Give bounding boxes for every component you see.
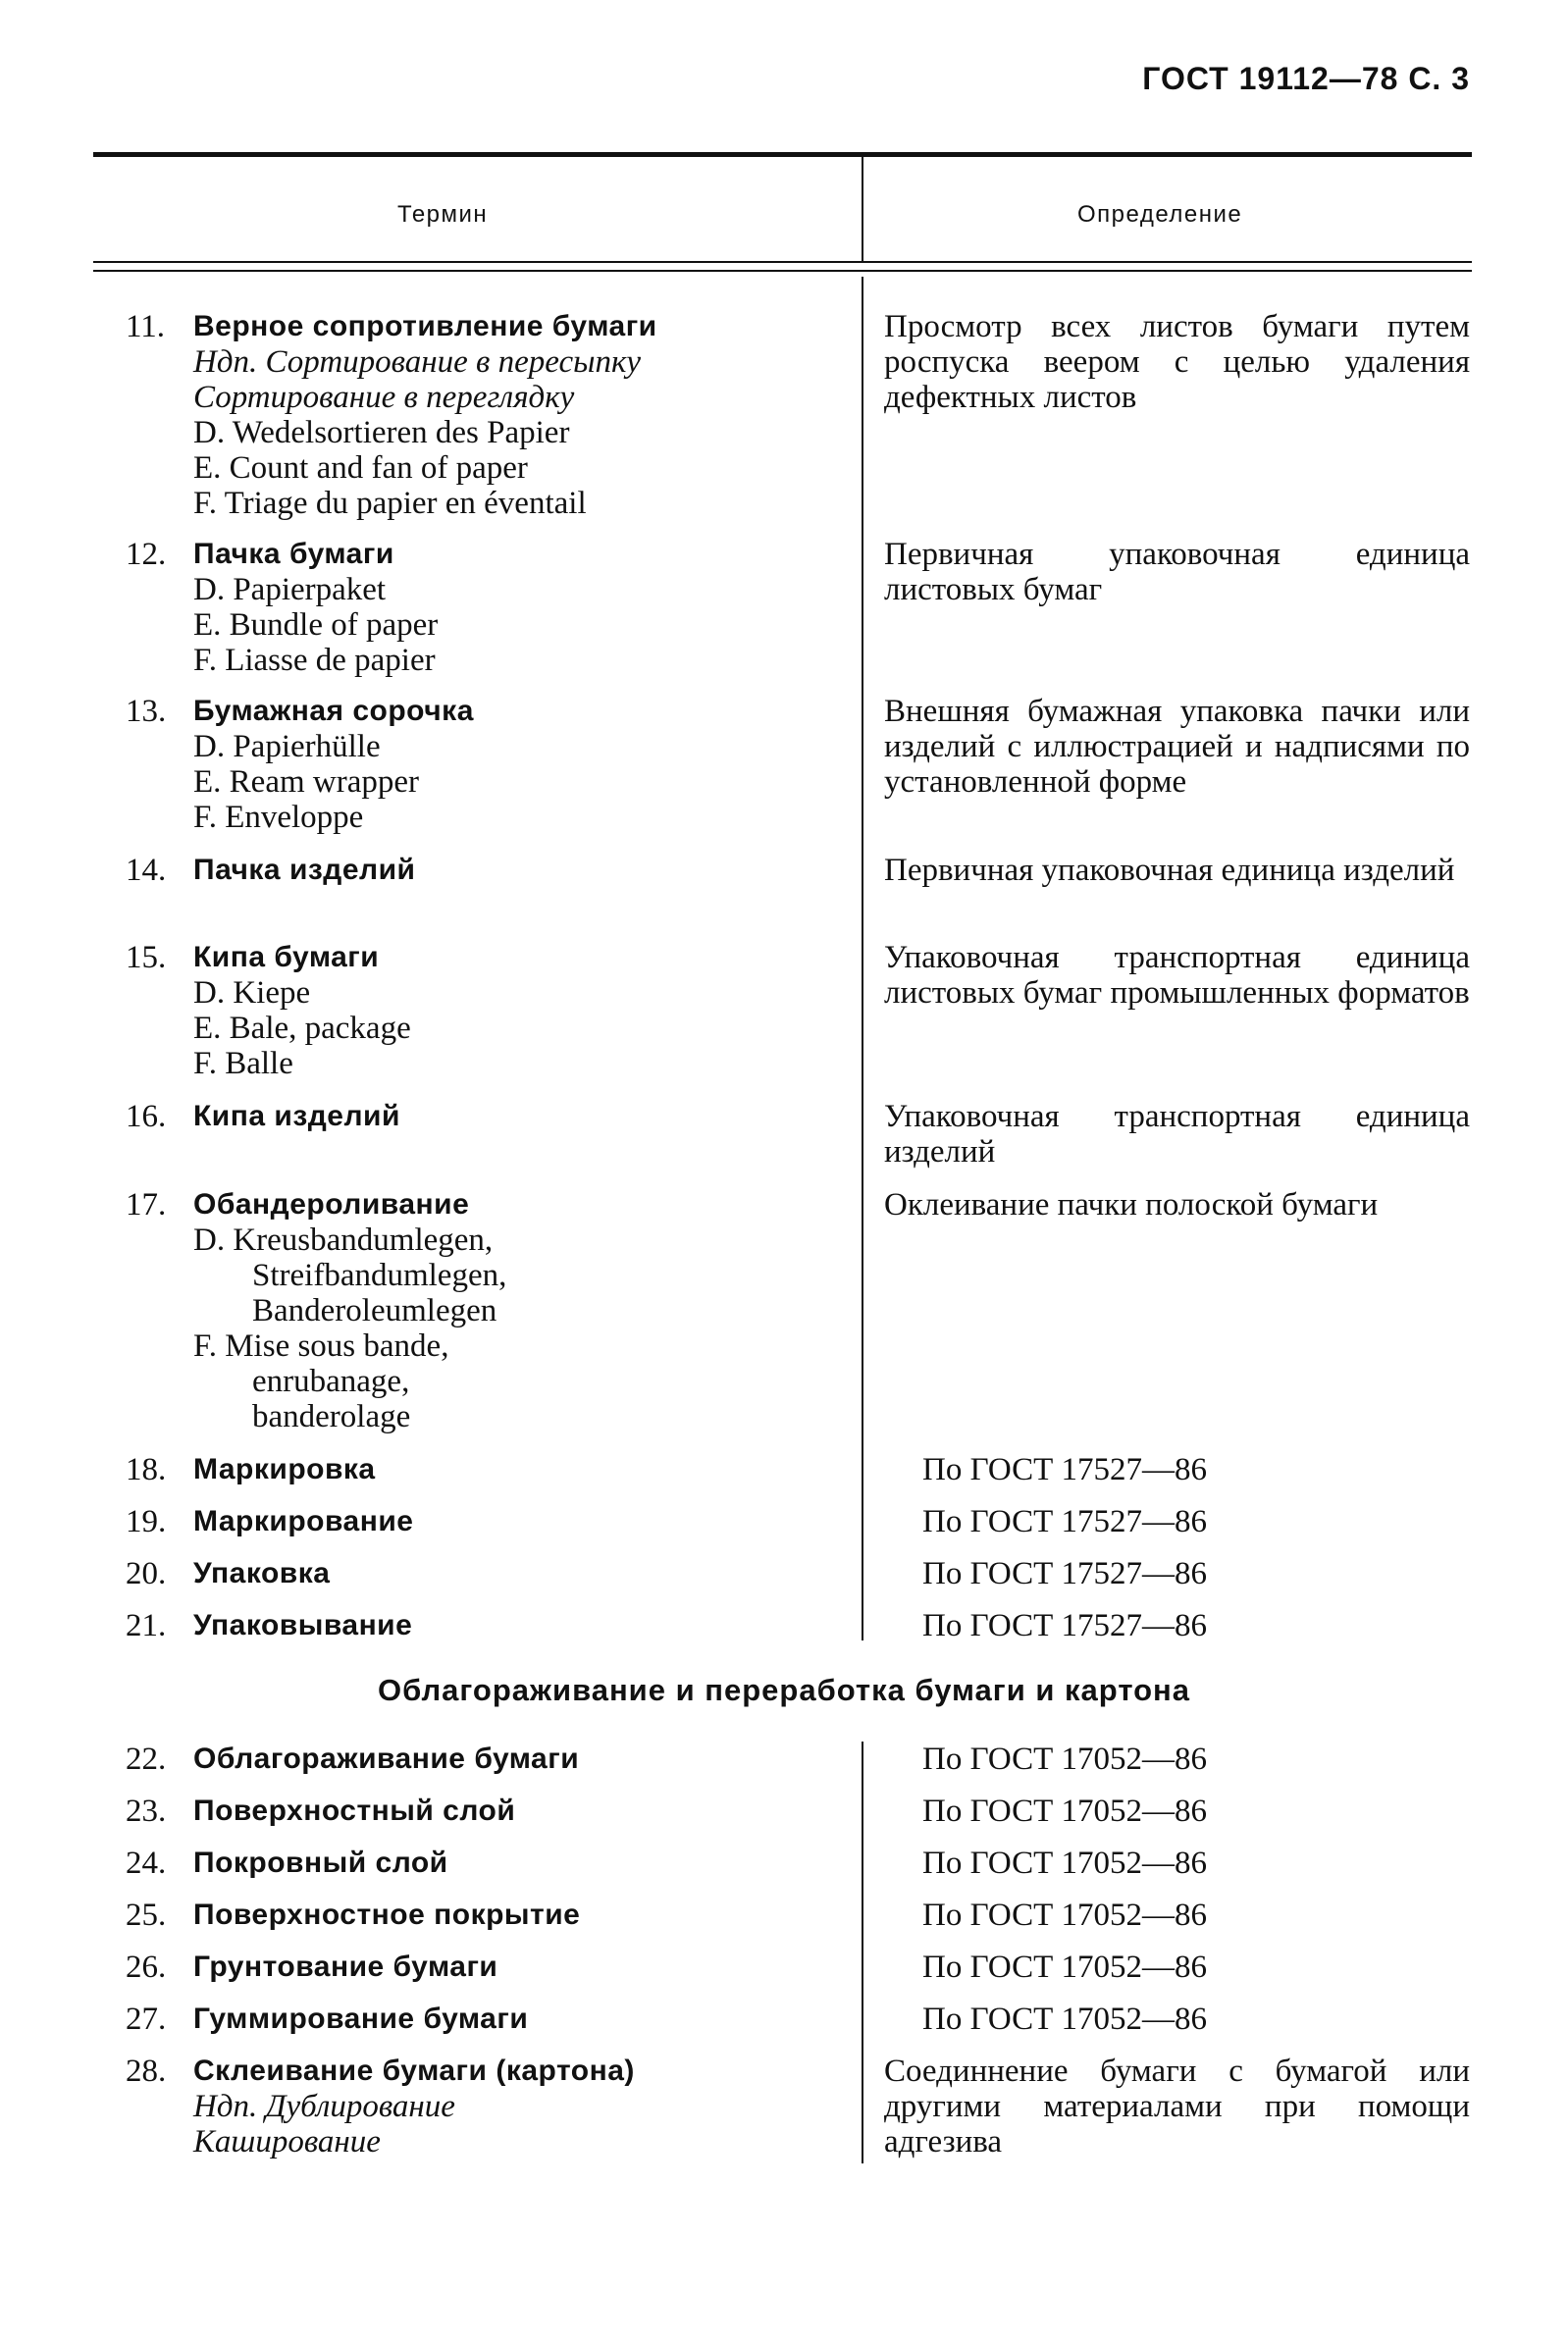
- synonym: Ндп. Дублирование: [193, 2089, 455, 2124]
- term-number: 26.: [126, 1950, 167, 1985]
- term-cell: [193, 309, 851, 521]
- term-cell: [193, 1504, 851, 1539]
- translation: D. Papierhülle: [193, 729, 381, 764]
- term-number: 28.: [126, 2054, 167, 2089]
- table-top-rule: [93, 152, 1472, 157]
- term-cell: [193, 1608, 851, 1643]
- term-number: 16.: [126, 1099, 167, 1134]
- term-title: Склеивание бумаги (картона): [193, 2055, 635, 2087]
- term-cell: [193, 1950, 851, 1985]
- definition-cell: По ГОСТ 17052—86: [922, 1898, 1207, 1933]
- definition-cell: По ГОСТ 17527—86: [922, 1608, 1207, 1643]
- term-cell: [193, 2054, 851, 2160]
- term-title: Грунтование бумаги: [193, 1951, 498, 1983]
- column-header-term: Термин: [397, 201, 489, 228]
- term-cell: [193, 1794, 851, 1829]
- term-title: Маркирование: [193, 1505, 414, 1537]
- definition-cell: Соединнение бумаги с бумагой или другими материалами при помощи адгезива: [884, 2054, 1470, 2160]
- term-title: Упаковка: [193, 1557, 331, 1589]
- term-title: Гуммирование бумаги: [193, 2003, 529, 2035]
- header-rule-1: [93, 261, 1472, 263]
- translation: F. Enveloppe: [193, 800, 364, 835]
- translation: F. Mise sous bande,: [193, 1328, 449, 1364]
- term-cell: [193, 1846, 851, 1881]
- term-number: 22.: [126, 1742, 167, 1777]
- term-title: Покровный слой: [193, 1847, 448, 1879]
- translation: D. Wedelsortieren des Papier: [193, 415, 570, 450]
- term-title: Пачка бумаги: [193, 538, 394, 570]
- definition-cell: По ГОСТ 17527—86: [922, 1556, 1207, 1591]
- translation: F. Triage du papier en éventail: [193, 486, 587, 521]
- term-number: 12.: [126, 537, 167, 572]
- term-title: Маркировка: [193, 1453, 376, 1485]
- term-cell: [193, 1898, 851, 1933]
- translation: D. Papierpaket: [193, 572, 387, 607]
- term-title: Поверхностный слой: [193, 1795, 516, 1827]
- translation: banderolage: [252, 1399, 411, 1434]
- translation: F. Liasse de papier: [193, 643, 436, 678]
- definition-cell: По ГОСТ 17527—86: [922, 1504, 1207, 1539]
- definition-cell: Внешняя бумажная упаковка пачки или изделий с иллюстрацией и надписями по установленной форме: [884, 694, 1470, 800]
- translation: E. Bundle of paper: [193, 607, 439, 643]
- term-title: Кипа бумаги: [193, 941, 380, 973]
- column-divider-1: [862, 277, 863, 1640]
- term-number: 20.: [126, 1556, 167, 1591]
- term-number: 25.: [126, 1898, 167, 1933]
- page-header: ГОСТ 19112—78 С. 3: [1142, 61, 1470, 96]
- term-title: Бумажная сорочка: [193, 695, 474, 727]
- term-number: 13.: [126, 694, 167, 729]
- term-cell: [193, 1099, 851, 1134]
- translation: enrubanage,: [252, 1364, 410, 1399]
- term-cell: [193, 1452, 851, 1487]
- translation: D. Kiepe: [193, 975, 311, 1011]
- definition-cell: По ГОСТ 17527—86: [922, 1452, 1207, 1487]
- term-cell: [193, 537, 851, 678]
- term-number: 19.: [126, 1504, 167, 1539]
- synonym: Ндп. Сортирование в пересыпку: [193, 344, 642, 380]
- term-title: Упаковывание: [193, 1609, 413, 1641]
- term-title: Кипа изделий: [193, 1100, 400, 1132]
- definition-cell: По ГОСТ 17052—86: [922, 1742, 1207, 1777]
- term-number: 23.: [126, 1794, 167, 1829]
- translation: E. Bale, package: [193, 1011, 411, 1046]
- term-number: 18.: [126, 1452, 167, 1487]
- definition-cell: По ГОСТ 17052—86: [922, 1950, 1207, 1985]
- header-column-divider: [862, 157, 863, 261]
- term-cell: [193, 1187, 851, 1434]
- term-cell: [193, 853, 851, 888]
- definition-cell: Упаковочная транспортная единица листовых бумаг промышленных форматов: [884, 940, 1470, 1011]
- term-cell: [193, 2002, 851, 2037]
- term-title: Пачка изделий: [193, 854, 416, 886]
- term-number: 15.: [126, 940, 167, 975]
- term-title: Поверхностное покрытие: [193, 1899, 581, 1931]
- synonym: Каширование: [193, 2124, 381, 2160]
- section-title: Облагораживание и переработка бумаги и картона: [378, 1673, 1190, 1707]
- definition-cell: По ГОСТ 17052—86: [922, 2002, 1207, 2037]
- term-cell: [193, 1742, 851, 1777]
- definition-cell: Оклеивание пачки полоской бумаги: [884, 1187, 1379, 1223]
- translation: E. Ream wrapper: [193, 764, 419, 800]
- term-number: 27.: [126, 2002, 167, 2037]
- term-cell: [193, 940, 851, 1081]
- term-cell: [193, 1556, 851, 1591]
- definition-cell: Упаковочная транспортная единица изделий: [884, 1099, 1470, 1170]
- definition-cell: По ГОСТ 17052—86: [922, 1794, 1207, 1829]
- definition-cell: По ГОСТ 17052—86: [922, 1846, 1207, 1881]
- translation: Banderoleumlegen: [252, 1293, 497, 1328]
- translation: F. Balle: [193, 1046, 293, 1081]
- translation: Streifbandumlegen,: [252, 1258, 507, 1293]
- column-header-definition: Определение: [1077, 201, 1243, 228]
- term-number: 11.: [126, 309, 166, 344]
- term-number: 24.: [126, 1846, 167, 1881]
- translation: E. Count and fan of paper: [193, 450, 528, 486]
- term-cell: [193, 694, 851, 835]
- term-number: 21.: [126, 1608, 167, 1643]
- definition-cell: Первичная упаковочная единица изделий: [884, 853, 1455, 888]
- term-title: Обандероливание: [193, 1188, 470, 1221]
- definition-cell: Просмотр всех листов бумаги путем роспуска веером с целью удаления дефектных листов: [884, 309, 1470, 415]
- term-number: 14.: [126, 853, 167, 888]
- definition-cell: Первичная упаковочная единица листовых бумаг: [884, 537, 1470, 607]
- term-title: Облагораживание бумаги: [193, 1743, 580, 1775]
- translation: D. Kreusbandumlegen,: [193, 1223, 494, 1258]
- synonym: Сортирование в переглядку: [193, 380, 575, 415]
- header-rule-2: [93, 270, 1472, 272]
- term-title: Верное сопротивление бумаги: [193, 310, 657, 342]
- term-number: 17.: [126, 1187, 167, 1223]
- column-divider-2: [862, 1742, 863, 2163]
